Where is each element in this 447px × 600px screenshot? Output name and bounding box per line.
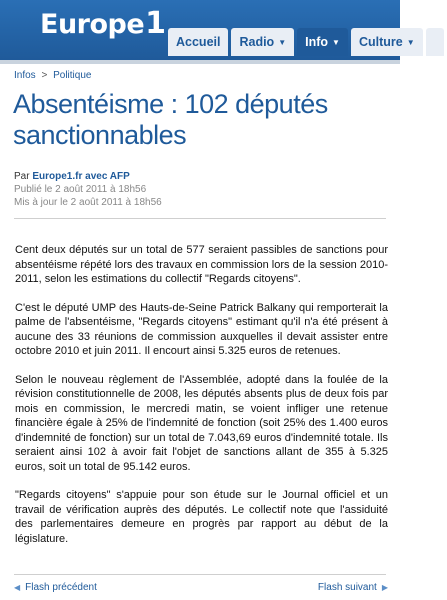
nav-label: Info <box>305 35 329 49</box>
divider <box>14 218 386 219</box>
nav-label: Culture <box>358 35 403 49</box>
chevron-down-icon: ▼ <box>406 37 415 47</box>
main-nav <box>168 28 447 56</box>
updated-date: Mis à jour le 2 août 2011 à 18h56 <box>14 197 162 208</box>
breadcrumb <box>14 70 91 81</box>
breadcrumb-item-infos[interactable]: Infos <box>14 70 36 81</box>
nav-item-culture[interactable] <box>351 28 423 56</box>
site-header <box>0 0 415 60</box>
article-title: Absentéisme : 102 députés sanctionnables <box>13 89 328 150</box>
byline-prefix: Par <box>14 171 30 182</box>
article-paragraph: C'est le député UMP des Hauts-de-Seine Patrick Balkany qui remporterait la palme de l'absentéisme, "Regards citoyens" estimant qu'il n'a été présent à aucune des 33 réunions de commission auxquelles il devait assister entre octobre 2010 et juin 2011. Il encourt ainsi 5.325 euros de retenues. <box>15 301 388 357</box>
article-paragraph: Selon le nouveau règlement de l'Assemblée, adopté dans la foulée de la révision constitutionnelle de 2008, les députés absents plus de deux fois par mois en commission, le mercredi matin, se voient infliger une retenue financière égale à 25% de l'indemnité de fonction (soit 25% des 1.400 euros d'indemnité de fonction) sur un total de 7.043,69 euros d'indemnité totale. Ils seraient ainsi 102 à avoir fait l'objet de sanctions allant de 355 à 5.325 euros, soit un total de 95.142 euros. <box>15 373 388 473</box>
chevron-down-icon: ▼ <box>278 37 287 47</box>
chevron-down-icon: ▼ <box>332 37 340 47</box>
author-link[interactable]: Europe1.fr avec AFP <box>32 171 130 182</box>
published-date: Publié le 2 août 2011 à 18h56 <box>14 184 147 195</box>
chevron-right-icon: ▶ <box>381 583 388 592</box>
nav-item-accueil[interactable] <box>168 28 228 56</box>
logo-text: Europe <box>40 9 145 40</box>
flash-pager <box>14 582 388 593</box>
article-paragraph: "Regards citoyens" s'appuie pour son étude sur le Journal officiel et un travail de vérification auprès des députés. Le collectif note que l'assiduité des parlementaires demeure en progrès par rapport au début de la législature. <box>15 489 388 545</box>
article-paragraph: Cent deux députés sur un total de 577 seraient passibles de sanctions pour absentéisme répété lors des travaux en commission lors de la session 2010-2011, selon les estimations du collectif "Regards citoyens". <box>15 244 388 285</box>
previous-flash-link[interactable] <box>14 582 97 593</box>
logo-number: 1 <box>145 6 166 41</box>
divider <box>14 574 386 575</box>
nav-label: Accueil <box>176 35 221 49</box>
next-flash-link[interactable] <box>318 582 388 593</box>
header-band <box>0 60 400 64</box>
article-body <box>15 243 388 560</box>
next-label: Flash suivant <box>317 582 377 593</box>
nav-item-info[interactable] <box>297 28 348 56</box>
breadcrumb-separator: > <box>41 70 48 81</box>
europe1-logo[interactable] <box>40 6 166 41</box>
breadcrumb-item-politique[interactable]: Politique <box>53 70 92 81</box>
chevron-left-icon: ◀ <box>14 583 21 592</box>
previous-label: Flash précédent <box>25 582 97 593</box>
article-meta <box>14 170 162 209</box>
nav-item-overflow[interactable] <box>426 28 444 56</box>
nav-item-radio[interactable] <box>231 28 294 56</box>
nav-label: Radio <box>239 35 275 49</box>
